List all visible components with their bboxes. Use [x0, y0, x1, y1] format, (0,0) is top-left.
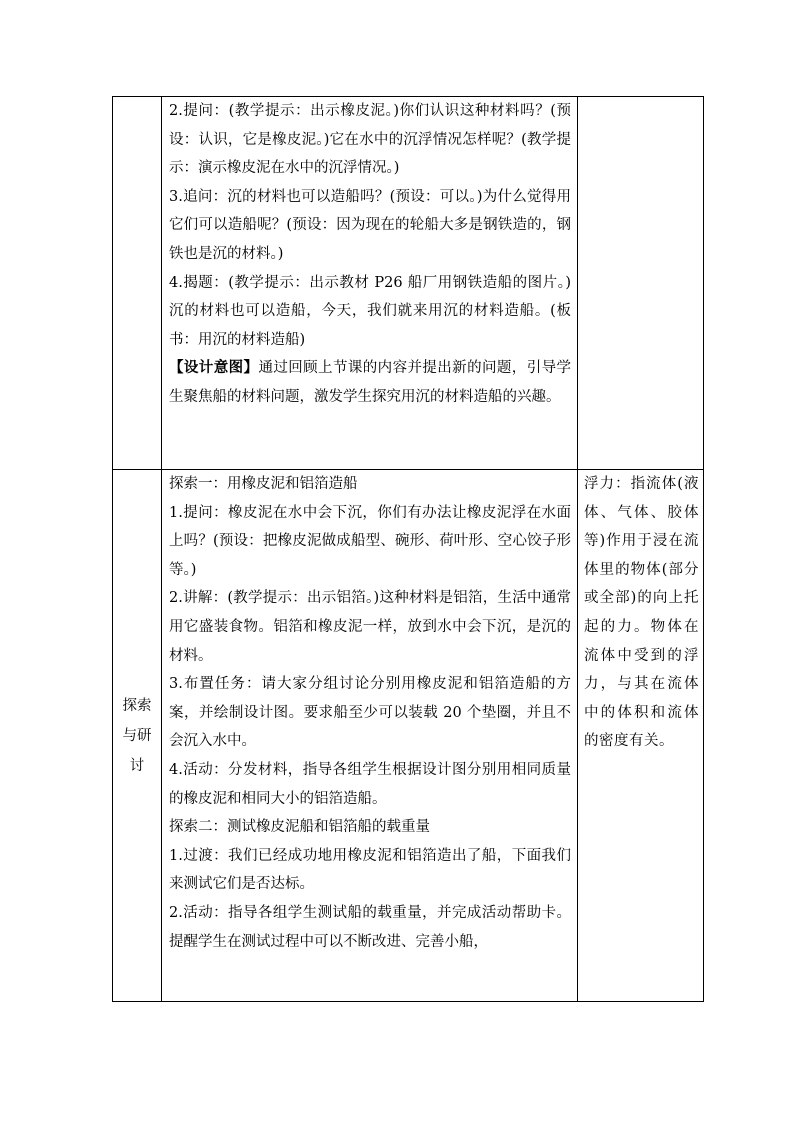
paragraph: 1.过渡：我们已经成功地用橡皮泥和铝箔造出了船，下面我们来测试它们是否达标。 — [169, 847, 571, 893]
content-cell — [162, 97, 578, 470]
paragraph: 2.提问：(教学提示：出示橡皮泥。)你们认识这种材料吗？(预设：认识，它是橡皮泥。)它在水中的沉浮情况怎样呢？(教学提示：演示橡皮泥在水中的沉浮情况。) — [169, 103, 571, 177]
paragraph: 2.活动：指导各组学生测试船的载重量，并完成活动帮助卡。提醒学生在测试过程中可以不断改进、完善小船， — [169, 904, 571, 950]
paragraph: 3.布置任务：请大家分组讨论分别用橡皮泥和铝箔造船的方案，并绘制设计图。要求船至少可以装载 20 个垫圈，并且不会沉入水中。 — [169, 676, 571, 750]
section-cell — [113, 97, 162, 470]
paragraph: 1.提问：橡皮泥在水中会下沉，你们有办法让橡皮泥浮在水面上吗？(预设：把橡皮泥做成船型、碗形、荷叶形、空心饺子形等。) — [169, 504, 571, 578]
design-intent-text: 通过回顾上节课的内容并提出新的问题，引导学生聚焦船的材料问题，激发学生探究用沉的材料造船的兴趣。 — [169, 360, 572, 405]
design-intent-label: 【设计意图】 — [169, 359, 259, 377]
note-cell — [578, 470, 704, 1002]
paragraph: 探索一：用橡皮泥和铝箔造船 — [169, 476, 358, 492]
table-row — [113, 470, 704, 1002]
section-cell — [113, 470, 162, 1002]
paragraph: 4.活动：分发材料，指导各组学生根据设计图分别用相同质量的橡皮泥和相同大小的铝箔造船。 — [169, 761, 571, 807]
lesson-plan-table — [112, 96, 704, 1002]
note-cell — [578, 97, 704, 470]
paragraph: 3.追问：沉的材料也可以造船吗？(预设：可以。)为什么觉得用它们可以造船呢？(预设：因为现在的轮船大多是钢铁造的，钢铁也是沉的材料。) — [169, 188, 571, 262]
paragraph: 探索二：测试橡皮泥船和铝箔船的载重量 — [169, 819, 430, 836]
section-label: 探索与研讨 — [122, 697, 152, 774]
content-cell — [162, 470, 578, 1002]
table-row — [113, 97, 704, 470]
paragraph: 4.揭题：(教学提示：出示教材 P26 船厂用钢铁造船的图片。)沉的材料也可以造船，今天，我们就来用沉的材料造船。(板书：用沉的材料造船) — [169, 274, 571, 348]
paragraph: 2.讲解：(教学提示：出示铝箔。)这种材料是铝箔，生活中通常用它盛装食物。铝箔和橡皮泥一样，放到水中会下沉，是沉的材料。 — [169, 590, 571, 664]
design-intent — [169, 354, 571, 411]
note-text: 浮力：指流体(液体、气体、胶体等)作用于浸在流体里的物体(部分或全部)的向上托起的力。物体在流体中受到的浮力，与其在流体中的体积和流体的密度有关。 — [584, 476, 699, 750]
